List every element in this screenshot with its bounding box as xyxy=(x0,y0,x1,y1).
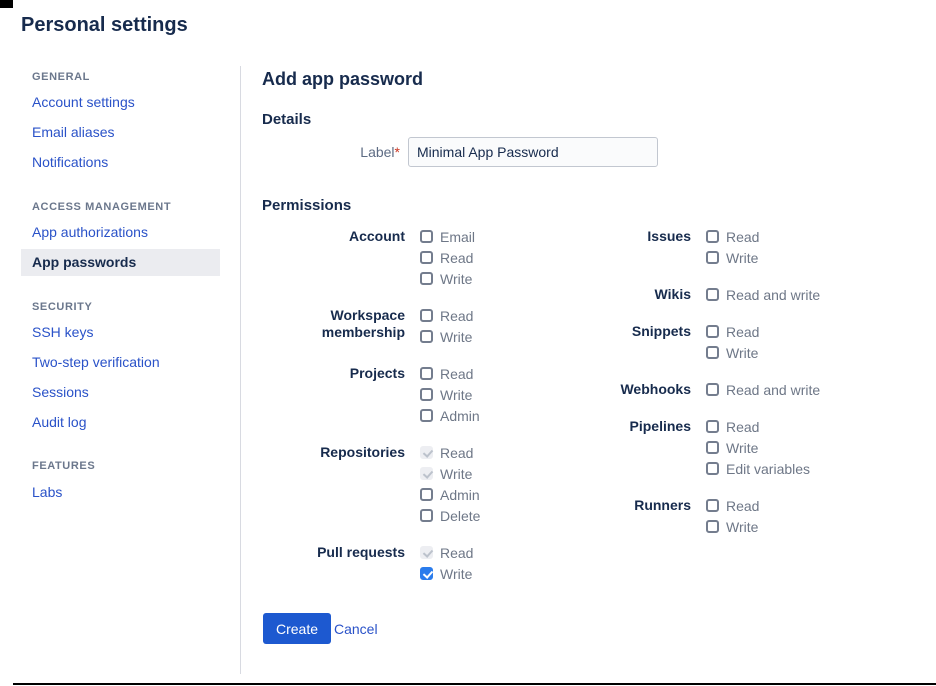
permission-option xyxy=(420,463,480,484)
checkbox-label: Read and write xyxy=(726,381,821,398)
checkbox-label: Write xyxy=(440,386,473,403)
checkbox-label: Read xyxy=(440,544,474,561)
permission-option xyxy=(420,405,480,426)
top-left-edge-mark xyxy=(0,0,13,8)
permission-option xyxy=(706,379,820,400)
permission-group-account xyxy=(262,226,552,289)
sidebar-item-audit-log[interactable]: Audit log xyxy=(32,414,87,430)
checkbox[interactable] xyxy=(420,388,433,401)
checkbox-label: Edit variables xyxy=(726,460,811,477)
checkbox-label: Write xyxy=(726,249,759,266)
label-field-text: Label xyxy=(360,144,395,160)
permission-options xyxy=(706,416,810,479)
permission-group-label: Account xyxy=(349,228,405,244)
checkbox[interactable] xyxy=(420,309,433,322)
bottom-edge-line xyxy=(13,683,936,685)
form-title: Add app password xyxy=(262,69,424,89)
permission-option xyxy=(706,284,820,305)
permission-group-workspace-membership xyxy=(262,305,552,347)
permission-option xyxy=(420,247,475,268)
permission-group-wikis xyxy=(548,284,838,305)
checkbox-label: Email xyxy=(440,228,476,245)
permission-group-label: Snippets xyxy=(631,323,691,339)
label-field-row xyxy=(262,137,658,167)
sidebar-item-ssh-keys[interactable]: SSH keys xyxy=(32,324,94,340)
checkbox[interactable] xyxy=(420,330,433,343)
sidebar-item-two-step-verification[interactable]: Two-step verification xyxy=(32,354,160,370)
checkbox[interactable] xyxy=(706,462,719,475)
checkbox[interactable] xyxy=(706,420,719,433)
permission-options xyxy=(420,442,480,526)
permission-group-label: Workspace membership xyxy=(321,307,405,340)
permission-option xyxy=(420,442,480,463)
permission-options xyxy=(420,305,473,347)
permission-group-label: Issues xyxy=(647,228,691,244)
sidebar-item-app-authorizations[interactable]: App authorizations xyxy=(32,224,148,240)
permission-group-label: Wikis xyxy=(654,286,691,302)
checkbox[interactable] xyxy=(420,509,433,522)
permission-option xyxy=(706,458,810,479)
permissions-right-column xyxy=(548,226,838,553)
checkbox-label: Delete xyxy=(440,507,481,524)
permission-group-runners xyxy=(548,495,838,537)
permission-group-issues xyxy=(548,226,838,268)
checkbox-label: Write xyxy=(440,328,473,345)
sidebar-section-security: SECURITY xyxy=(32,301,93,313)
checkbox-label: Write xyxy=(726,439,759,456)
checkbox[interactable] xyxy=(420,272,433,285)
permission-option xyxy=(706,437,810,458)
checkbox-label: Read xyxy=(440,444,474,461)
checkbox-label: Admin xyxy=(440,486,480,503)
checkbox[interactable] xyxy=(706,288,719,301)
checkbox[interactable] xyxy=(706,251,719,264)
permission-option xyxy=(706,416,810,437)
sidebar-item-email-aliases[interactable]: Email aliases xyxy=(32,124,115,140)
checkbox-label: Write xyxy=(726,344,759,361)
permission-option xyxy=(420,563,473,584)
permission-option xyxy=(706,321,759,342)
sidebar-item-account-settings[interactable]: Account settings xyxy=(32,94,135,110)
checkbox[interactable] xyxy=(706,325,719,338)
permission-group-projects xyxy=(262,363,552,426)
checkbox[interactable] xyxy=(420,230,433,243)
sidebar-divider xyxy=(240,66,241,674)
checkbox-label: Read xyxy=(726,323,760,340)
permission-option xyxy=(420,484,480,505)
settings-sidebar xyxy=(21,66,221,536)
checkbox-label: Read xyxy=(726,497,760,514)
label-field-label xyxy=(262,144,400,160)
permission-group-repositories xyxy=(262,442,552,526)
sidebar-section-access-management: ACCESS MANAGEMENT xyxy=(32,201,172,213)
label-input[interactable] xyxy=(408,137,658,167)
checkbox[interactable] xyxy=(420,367,433,380)
checkbox-label: Write xyxy=(440,465,473,482)
checkbox-label: Read xyxy=(440,307,474,324)
checkbox[interactable] xyxy=(706,346,719,359)
permission-group-label: Runners xyxy=(634,497,691,513)
sidebar-item-sessions[interactable]: Sessions xyxy=(32,384,89,400)
create-button[interactable]: Create xyxy=(263,613,331,644)
permission-option xyxy=(420,268,475,289)
checkbox-label: Read and write xyxy=(726,286,821,303)
checkbox[interactable] xyxy=(706,441,719,454)
cancel-link[interactable]: Cancel xyxy=(334,621,378,637)
permission-option xyxy=(706,226,759,247)
checkbox-disabled xyxy=(420,546,433,559)
permission-options xyxy=(706,226,759,268)
permission-option xyxy=(706,516,759,537)
checkbox-label: Read xyxy=(726,228,760,245)
permission-option xyxy=(706,247,759,268)
checkbox[interactable] xyxy=(706,499,719,512)
sidebar-item-notifications[interactable]: Notifications xyxy=(32,154,109,170)
permission-group-label: Pipelines xyxy=(629,418,691,434)
permission-option xyxy=(420,542,473,563)
checkbox-disabled xyxy=(420,467,433,480)
checkbox-label: Write xyxy=(440,270,473,287)
page-title: Personal settings xyxy=(21,14,188,36)
sidebar-section-features: FEATURES xyxy=(32,460,96,472)
checkbox-label: Admin xyxy=(440,407,480,424)
permission-group-webhooks xyxy=(548,379,838,400)
checkbox[interactable] xyxy=(706,520,719,533)
permission-group-label: Projects xyxy=(349,365,405,381)
sidebar-item-labs[interactable]: Labs xyxy=(32,484,63,500)
permission-options xyxy=(706,321,759,363)
checkbox-label: Read xyxy=(440,249,474,266)
permission-option xyxy=(420,226,475,247)
permission-option xyxy=(706,495,759,516)
permissions-heading: Permissions xyxy=(262,197,352,214)
permission-group-label: Repositories xyxy=(320,444,405,460)
permission-group-label: Webhooks xyxy=(620,381,691,397)
checkbox-disabled xyxy=(420,446,433,459)
required-asterisk: * xyxy=(394,144,400,160)
permission-group-pull-requests xyxy=(262,542,552,584)
checkbox[interactable] xyxy=(420,488,433,501)
permission-options xyxy=(420,542,473,584)
checkbox-label: Write xyxy=(440,565,473,582)
permission-group-label: Pull requests xyxy=(317,544,405,560)
checkbox[interactable] xyxy=(420,409,433,422)
permission-option xyxy=(420,505,480,526)
permission-options xyxy=(420,226,475,289)
permission-options xyxy=(706,379,820,400)
sidebar-section-general: GENERAL xyxy=(32,71,90,83)
permission-option xyxy=(706,342,759,363)
permissions-left-column xyxy=(262,226,552,600)
permission-options xyxy=(706,495,759,537)
checkbox[interactable] xyxy=(420,251,433,264)
checkbox[interactable] xyxy=(706,383,719,396)
sidebar-item-app-passwords[interactable]: App passwords xyxy=(21,249,220,276)
permission-option xyxy=(420,326,473,347)
permission-options xyxy=(420,363,480,426)
permission-options xyxy=(706,284,820,305)
checkbox-label: Read xyxy=(726,418,760,435)
checkbox-label: Write xyxy=(726,518,759,535)
permission-option xyxy=(420,384,480,405)
checkbox[interactable] xyxy=(420,567,433,580)
checkbox[interactable] xyxy=(706,230,719,243)
checkbox-label: Read xyxy=(440,365,474,382)
details-heading: Details xyxy=(262,111,312,128)
permission-option xyxy=(420,305,473,326)
permission-group-pipelines xyxy=(548,416,838,479)
permission-option xyxy=(420,363,480,384)
permission-group-snippets xyxy=(548,321,838,363)
